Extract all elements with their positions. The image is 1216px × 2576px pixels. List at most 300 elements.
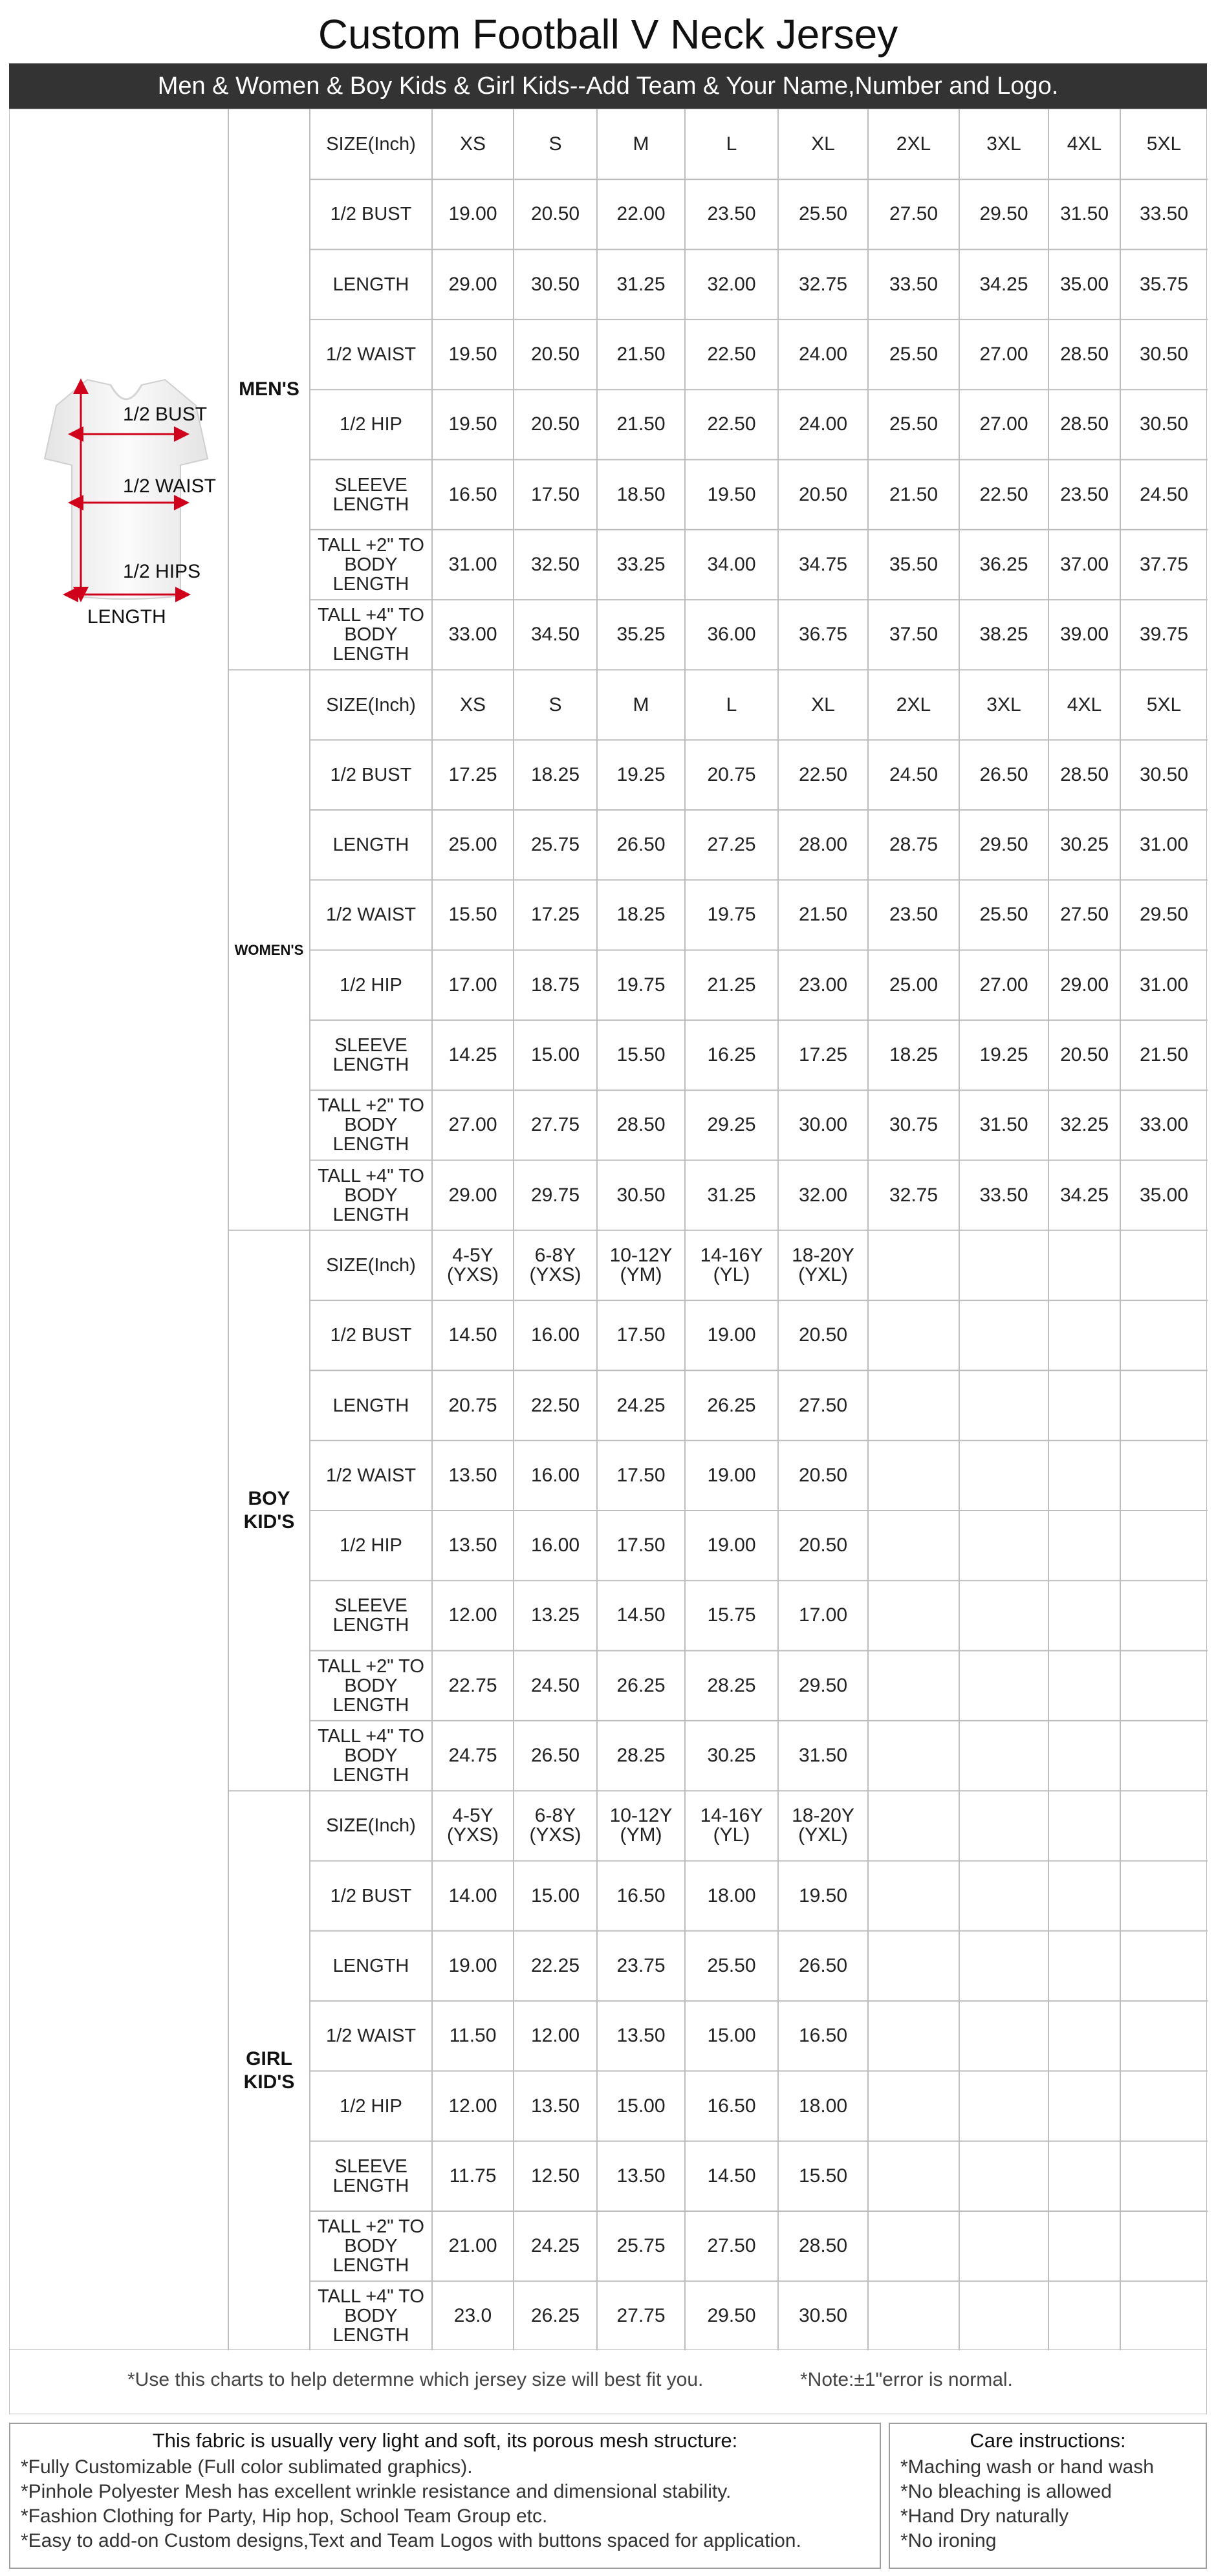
measurement-value: 19.25 — [979, 1044, 1028, 1066]
measurement-value: 24.00 — [798, 413, 848, 435]
measurement-value — [1048, 1511, 1120, 1580]
measurement-value: 20.50 — [1059, 1044, 1109, 1066]
measurement-value: 28.50 — [1059, 344, 1109, 366]
fit-note: *Use this charts to help determne which jersey size will best fit you. — [127, 2369, 704, 2390]
measurement-value: 31.00 — [448, 553, 497, 575]
measurement-value: 26.25 — [707, 1394, 756, 1416]
size-header: 2XL — [896, 133, 931, 155]
measurement-value: 35.00 — [1139, 1184, 1189, 1206]
measurement-value: 31.00 — [1139, 834, 1189, 856]
size-header: 10-12Y (YM) — [609, 1805, 673, 1846]
subtitle-banner: Men & Women & Boy Kids & Girl Kids--Add Team & Your Name,Number and Logo. — [9, 63, 1207, 109]
measurement-value — [1048, 2281, 1120, 2351]
measurement-label: 1/2 HIP — [340, 414, 402, 435]
measurement-value: 33.25 — [616, 553, 666, 575]
measurement-value: 23.50 — [889, 904, 939, 926]
measurement-value: 30.25 — [1059, 834, 1109, 856]
measurement-value: 29.50 — [1139, 904, 1189, 926]
measurement-value: 31.50 — [1059, 203, 1109, 225]
measurement-value: 32.00 — [798, 1184, 848, 1206]
measurement-value: 37.50 — [889, 624, 939, 646]
group-label: MEN'S — [239, 378, 299, 400]
size-header — [868, 1230, 959, 1300]
measurement-value: 17.00 — [798, 1604, 848, 1626]
size-header: 5XL — [1146, 133, 1182, 155]
measurement-label: SLEEVE LENGTH — [332, 474, 409, 515]
size-header: M — [633, 693, 649, 715]
measurement-value: 29.50 — [798, 1674, 848, 1696]
measurement-value — [959, 2001, 1048, 2071]
size-header: 3XL — [986, 693, 1021, 715]
measurement-value: 31.25 — [707, 1184, 756, 1206]
group-label: GIRL KID'S — [243, 2048, 295, 2093]
fabric-info-line: *Fully Customizable (Full color sublimated graphics). — [21, 2456, 473, 2478]
measurement-value: 30.50 — [616, 1184, 666, 1206]
measurement-value: 37.75 — [1139, 553, 1189, 575]
measurement-label: 1/2 HIP — [340, 1535, 402, 1556]
measurement-label: TALL +4" TO BODY LENGTH — [318, 1726, 424, 1786]
measurement-value: 27.50 — [889, 203, 939, 225]
measurement-value — [1048, 2211, 1120, 2281]
measurement-value: 30.50 — [530, 273, 580, 295]
measurement-value: 19.50 — [448, 344, 497, 366]
care-instruction-line: *Hand Dry naturally — [900, 2505, 1069, 2527]
measurement-label: 1/2 BUST — [330, 764, 412, 785]
measurement-label: LENGTH — [332, 1395, 409, 1416]
measurement-value: 23.50 — [1059, 483, 1109, 505]
measurement-value: 21.25 — [707, 974, 756, 996]
measurement-value: 32.50 — [530, 553, 580, 575]
measurement-value: 21.50 — [616, 413, 666, 435]
measurement-value: 36.75 — [798, 624, 848, 646]
measurement-value: 25.50 — [979, 904, 1028, 926]
measurement-value: 28.50 — [798, 2235, 848, 2257]
size-header: 4XL — [1067, 133, 1102, 155]
measurement-value: 12.00 — [448, 1604, 497, 1626]
measurement-value — [1048, 2071, 1120, 2141]
measurement-value — [959, 2141, 1048, 2211]
measurement-value: 35.75 — [1139, 273, 1189, 295]
measurement-value: 20.50 — [530, 344, 580, 366]
measurement-value: 29.50 — [707, 2305, 756, 2327]
size-header: 18-20Y (YXL) — [792, 1244, 854, 1285]
measurement-value: 37.00 — [1059, 553, 1109, 575]
measurement-value: 33.50 — [979, 1184, 1028, 1206]
measurement-value: 30.50 — [798, 2305, 848, 2327]
measurement-value: 27.00 — [979, 344, 1028, 366]
measurement-value: 32.75 — [798, 273, 848, 295]
measurement-value: 24.00 — [798, 344, 848, 366]
size-header: 4-5Y (YXS) — [446, 1805, 499, 1846]
measurement-value: 18.75 — [530, 974, 580, 996]
measurement-value: 35.50 — [889, 553, 939, 575]
care-instructions-title: Care instructions: — [970, 2429, 1126, 2452]
measurement-value — [1120, 1861, 1208, 1931]
size-header: 18-20Y (YXL) — [792, 1805, 854, 1846]
measurement-value: 24.50 — [1139, 483, 1189, 505]
fabric-info-line: *Fashion Clothing for Party, Hip hop, School Team Group etc. — [21, 2505, 548, 2527]
measurement-value — [959, 1861, 1048, 1931]
size-header: S — [548, 133, 562, 155]
measurement-value: 16.50 — [707, 2095, 756, 2117]
measurement-value: 18.00 — [707, 1884, 756, 1906]
measurement-label: 1/2 WAIST — [325, 2025, 417, 2047]
measurement-value: 25.75 — [530, 834, 580, 856]
measurement-value: 23.50 — [707, 203, 756, 225]
measurement-value — [868, 1651, 959, 1721]
measurement-value — [1048, 1861, 1120, 1931]
measurement-value: 21.00 — [448, 2235, 497, 2257]
measurement-value: 28.50 — [616, 1114, 666, 1136]
size-header-label: SIZE(Inch) — [326, 1815, 416, 1837]
measurement-value — [868, 1580, 959, 1650]
measurement-value: 27.00 — [448, 1114, 497, 1136]
measurement-label: 1/2 WAIST — [325, 1465, 417, 1486]
size-header — [959, 1230, 1048, 1300]
measurement-value: 28.00 — [798, 834, 848, 856]
measurement-value: 31.00 — [1139, 974, 1189, 996]
measurement-value: 17.25 — [448, 763, 497, 785]
measurement-label: TALL +4" TO BODY LENGTH — [318, 2286, 424, 2346]
measurement-value — [868, 2211, 959, 2281]
measurement-value: 29.00 — [448, 273, 497, 295]
measurement-label: LENGTH — [332, 835, 409, 856]
measurement-value: 17.25 — [530, 904, 580, 926]
measurement-value: 17.50 — [616, 1464, 666, 1486]
measurement-value: 32.25 — [1059, 1114, 1109, 1136]
measurement-value — [868, 2281, 959, 2351]
measurement-value: 26.50 — [798, 1954, 848, 1976]
measurement-value: 25.50 — [707, 1954, 756, 1976]
size-header: M — [633, 133, 649, 155]
measurement-value: 27.75 — [616, 2305, 666, 2327]
measurement-value — [959, 1651, 1048, 1721]
measurement-value: 16.50 — [798, 2025, 848, 2047]
size-header: S — [548, 693, 562, 715]
measurement-value — [1120, 1300, 1208, 1370]
measurement-label: TALL +4" TO BODY LENGTH — [318, 605, 424, 665]
measurement-label: TALL +2" TO BODY LENGTH — [318, 1655, 424, 1716]
size-header-label: SIZE(Inch) — [326, 1254, 416, 1276]
size-header — [868, 1791, 959, 1861]
measurement-value: 19.50 — [798, 1884, 848, 1906]
measurement-value — [1048, 1580, 1120, 1650]
measurement-value: 23.0 — [453, 2305, 492, 2327]
measurement-value: 26.50 — [616, 834, 666, 856]
group-label: BOY KID'S — [243, 1487, 295, 1533]
measurement-label: 1/2 HIP — [340, 974, 402, 996]
measurement-value: 19.75 — [616, 974, 666, 996]
measurement-value: 36.25 — [979, 553, 1028, 575]
measurement-value — [1048, 1651, 1120, 1721]
measurement-value — [868, 2001, 959, 2071]
measurement-label: 1/2 BUST — [330, 1885, 412, 1906]
measurement-value: 31.50 — [798, 1745, 848, 1767]
measurement-value — [959, 1580, 1048, 1650]
measurement-label: 1/2 BUST — [330, 204, 412, 225]
size-chart-table — [9, 109, 1207, 2350]
measurement-value — [1120, 2281, 1208, 2351]
measurement-value — [959, 1511, 1048, 1580]
measurement-value — [959, 1931, 1048, 2001]
measurement-value: 17.00 — [448, 974, 497, 996]
measurement-value: 33.50 — [889, 273, 939, 295]
measurement-value — [1120, 1651, 1208, 1721]
measurement-value: 35.25 — [616, 624, 666, 646]
size-header: XS — [459, 693, 486, 715]
fabric-info-box — [9, 2423, 881, 2569]
measurement-value — [959, 1300, 1048, 1370]
size-header — [1120, 1230, 1208, 1300]
measurement-value: 24.50 — [530, 1674, 580, 1696]
page-title: Custom Football V Neck Jersey — [318, 11, 898, 58]
measurement-value: 27.25 — [707, 834, 756, 856]
measurement-value: 34.25 — [1059, 1184, 1109, 1206]
measurement-value: 19.50 — [448, 413, 497, 435]
waist-label: 1/2 WAIST — [123, 475, 216, 497]
size-header: XL — [811, 693, 835, 715]
measurement-value: 15.00 — [530, 1044, 580, 1066]
measurement-value: 25.50 — [798, 203, 848, 225]
size-header: XS — [459, 133, 486, 155]
measurement-value: 12.00 — [530, 2025, 580, 2047]
measurement-value — [959, 2211, 1048, 2281]
measurement-value: 22.25 — [530, 1954, 580, 1976]
measurement-value — [1120, 1580, 1208, 1650]
measurement-value: 30.50 — [1139, 344, 1189, 366]
measurement-value: 28.25 — [707, 1674, 756, 1696]
size-header: 14-16Y (YL) — [700, 1805, 763, 1846]
measurement-value: 38.25 — [979, 624, 1028, 646]
measurement-value: 29.00 — [1059, 974, 1109, 996]
measurement-value: 19.00 — [707, 1464, 756, 1486]
measurement-value — [959, 1721, 1048, 1791]
measurement-value — [959, 2071, 1048, 2141]
measurement-value: 19.25 — [616, 763, 666, 785]
measurement-value: 34.50 — [530, 624, 580, 646]
measurement-label: 1/2 BUST — [330, 1325, 412, 1346]
measurement-value: 28.25 — [616, 1745, 666, 1767]
measurement-value: 20.50 — [798, 1534, 848, 1556]
measurement-value: 22.50 — [530, 1394, 580, 1416]
measurement-value: 32.00 — [707, 273, 756, 295]
measurement-value: 25.50 — [889, 344, 939, 366]
measurement-value — [1048, 1931, 1120, 2001]
measurement-value: 30.00 — [798, 1114, 848, 1136]
measurement-value — [1120, 1721, 1208, 1791]
measurement-value: 36.00 — [707, 624, 756, 646]
measurement-value: 22.50 — [979, 483, 1028, 505]
measurement-value: 22.50 — [707, 413, 756, 435]
size-header: 4XL — [1067, 693, 1102, 715]
measurement-value: 26.50 — [530, 1745, 580, 1767]
measurement-value: 15.00 — [530, 1884, 580, 1906]
measurement-label: TALL +4" TO BODY LENGTH — [318, 1165, 424, 1225]
measurement-value: 30.50 — [1139, 763, 1189, 785]
measurement-value — [959, 2281, 1048, 2351]
measurement-value — [1120, 2211, 1208, 2281]
size-header: XL — [811, 133, 835, 155]
size-header: 3XL — [986, 133, 1021, 155]
measurement-label: TALL +2" TO BODY LENGTH — [318, 534, 424, 595]
measurement-value: 33.50 — [1139, 203, 1189, 225]
measurement-value: 19.75 — [707, 904, 756, 926]
measurement-label: LENGTH — [332, 1955, 409, 1976]
size-header: L — [726, 693, 737, 715]
measurement-value: 24.25 — [616, 1394, 666, 1416]
measurement-value: 17.25 — [798, 1044, 848, 1066]
measurement-value: 27.00 — [979, 974, 1028, 996]
size-header-label: SIZE(Inch) — [326, 694, 416, 715]
measurement-value: 11.75 — [449, 2165, 497, 2187]
notes-row — [9, 2350, 1207, 2414]
measurement-value: 20.50 — [798, 1464, 848, 1486]
measurement-value: 29.50 — [979, 834, 1028, 856]
measurement-value — [868, 1300, 959, 1370]
measurement-value: 17.50 — [616, 1324, 666, 1346]
measurement-value: 15.75 — [707, 1604, 756, 1626]
measurement-value: 39.00 — [1059, 624, 1109, 646]
measurement-value: 13.25 — [530, 1604, 580, 1626]
measurement-value: 21.50 — [889, 483, 939, 505]
measurement-value: 16.50 — [448, 483, 497, 505]
measurement-value: 17.50 — [616, 1534, 666, 1556]
measurement-label: LENGTH — [332, 274, 409, 295]
measurement-value: 15.50 — [448, 904, 497, 926]
measurement-value: 19.00 — [707, 1324, 756, 1346]
measurement-value: 32.75 — [889, 1184, 939, 1206]
measurement-value: 39.75 — [1139, 624, 1189, 646]
measurement-value: 29.75 — [530, 1184, 580, 1206]
measurement-value — [1120, 2001, 1208, 2071]
measurement-value: 19.00 — [707, 1534, 756, 1556]
error-note: *Note:±1"error is normal. — [800, 2369, 1013, 2390]
measurement-value: 18.50 — [616, 483, 666, 505]
size-header: 6-8Y (YXS) — [529, 1244, 581, 1285]
measurement-value: 18.25 — [530, 763, 580, 785]
care-instruction-line: *No ironing — [900, 2530, 997, 2551]
measurement-value: 26.50 — [979, 763, 1028, 785]
size-header — [1120, 1791, 1208, 1861]
measurement-value: 22.75 — [448, 1674, 497, 1696]
measurement-value — [868, 1511, 959, 1580]
group-label: WOMEN'S — [234, 941, 304, 958]
measurement-value — [868, 2071, 959, 2141]
measurement-value: 33.00 — [1139, 1114, 1189, 1136]
measurement-value: 24.50 — [889, 763, 939, 785]
size-header: 10-12Y (YM) — [609, 1244, 673, 1285]
measurement-value: 25.50 — [889, 413, 939, 435]
measurement-value: 12.50 — [530, 2165, 580, 2187]
measurement-value: 20.50 — [530, 203, 580, 225]
measurement-value: 25.00 — [889, 974, 939, 996]
measurement-value: 34.25 — [979, 273, 1028, 295]
measurement-value: 25.75 — [616, 2235, 666, 2257]
size-header-label: SIZE(Inch) — [326, 134, 416, 155]
measurement-value: 15.00 — [707, 2025, 756, 2047]
measurement-value: 25.00 — [448, 834, 497, 856]
measurement-value — [959, 1441, 1048, 1511]
jersey-measurement-diagram — [23, 368, 230, 653]
measurement-value: 20.50 — [798, 483, 848, 505]
size-header: 2XL — [896, 693, 931, 715]
measurement-value: 23.75 — [616, 1954, 666, 1976]
measurement-value: 22.50 — [707, 344, 756, 366]
measurement-value: 22.50 — [798, 763, 848, 785]
measurement-value: 28.50 — [1059, 763, 1109, 785]
measurement-value — [868, 1721, 959, 1791]
measurement-value: 30.75 — [889, 1114, 939, 1136]
measurement-value: 14.50 — [707, 2165, 756, 2187]
measurement-label: 1/2 WAIST — [325, 344, 417, 366]
measurement-value: 19.00 — [448, 203, 497, 225]
measurement-value: 13.50 — [530, 2095, 580, 2117]
measurement-label: TALL +2" TO BODY LENGTH — [318, 2216, 424, 2276]
measurement-label: SLEEVE LENGTH — [332, 1035, 409, 1076]
measurement-label: TALL +2" TO BODY LENGTH — [318, 1095, 424, 1155]
size-header: 6-8Y (YXS) — [529, 1805, 581, 1846]
measurement-value: 35.00 — [1059, 273, 1109, 295]
measurement-value: 34.75 — [798, 553, 848, 575]
measurement-value: 30.50 — [1139, 413, 1189, 435]
fabric-info-line: *Pinhole Polyester Mesh has excellent wrinkle resistance and dimensional stability. — [21, 2481, 732, 2502]
measurement-value: 14.50 — [448, 1324, 497, 1346]
measurement-value — [868, 1931, 959, 2001]
hips-label: 1/2 HIPS — [123, 561, 201, 582]
measurement-value — [868, 2141, 959, 2211]
measurement-value: 16.00 — [530, 1324, 580, 1346]
measurement-value: 15.00 — [616, 2095, 666, 2117]
measurement-value — [1048, 1300, 1120, 1370]
measurement-value — [1120, 1511, 1208, 1580]
measurement-value: 28.50 — [1059, 413, 1109, 435]
measurement-value — [868, 1370, 959, 1440]
measurement-value: 28.75 — [889, 834, 939, 856]
measurement-value: 29.25 — [707, 1114, 756, 1136]
measurement-value: 11.50 — [449, 2025, 497, 2047]
measurement-value: 20.50 — [798, 1324, 848, 1346]
measurement-value: 18.25 — [616, 904, 666, 926]
measurement-value: 29.50 — [979, 203, 1028, 225]
measurement-value: 16.25 — [707, 1044, 756, 1066]
measurement-value: 27.50 — [1059, 904, 1109, 926]
measurement-label: SLEEVE LENGTH — [332, 1595, 409, 1636]
measurement-value — [1048, 2141, 1120, 2211]
measurement-value: 31.50 — [979, 1114, 1028, 1136]
measurement-value: 18.25 — [889, 1044, 939, 1066]
measurement-value: 19.50 — [707, 483, 756, 505]
measurement-value: 18.00 — [798, 2095, 848, 2117]
measurement-label: SLEEVE LENGTH — [332, 2156, 409, 2196]
measurement-label: 1/2 WAIST — [325, 904, 417, 926]
measurement-value: 20.50 — [530, 413, 580, 435]
measurement-value: 16.00 — [530, 1534, 580, 1556]
size-header: L — [726, 133, 737, 155]
measurement-value: 22.00 — [616, 203, 666, 225]
measurement-value — [959, 1370, 1048, 1440]
measurement-value: 15.50 — [616, 1044, 666, 1066]
measurement-value: 27.50 — [798, 1394, 848, 1416]
measurement-value: 34.00 — [707, 553, 756, 575]
measurement-value — [868, 1861, 959, 1931]
bust-label: 1/2 BUST — [123, 404, 208, 425]
measurement-value: 13.50 — [616, 2025, 666, 2047]
measurement-value: 21.50 — [1139, 1044, 1189, 1066]
measurement-value: 23.00 — [798, 974, 848, 996]
measurement-value: 30.25 — [707, 1745, 756, 1767]
care-instructions-box — [889, 2423, 1207, 2569]
fabric-info-title: This fabric is usually very light and soft, its porous mesh structure: — [152, 2429, 738, 2452]
